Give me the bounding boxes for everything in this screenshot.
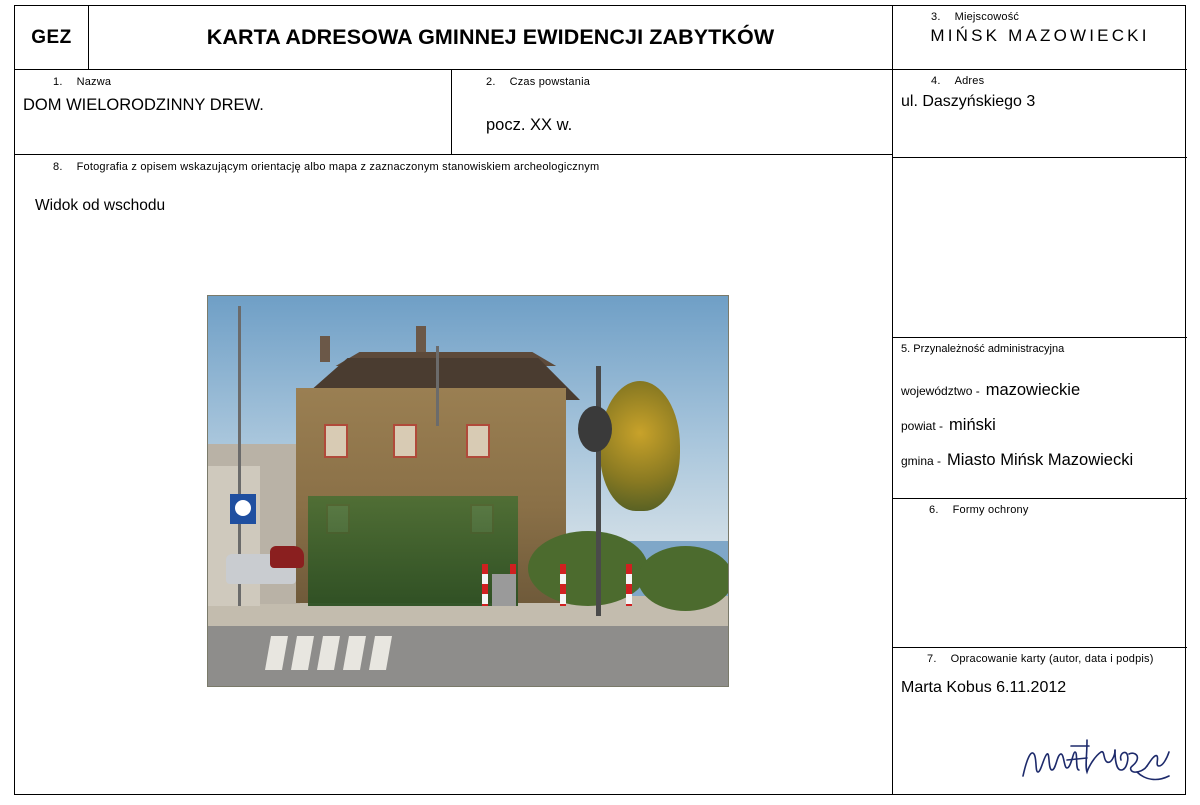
photograph-field: [15, 155, 893, 795]
town-field-label: Miejscowość: [954, 11, 1020, 23]
page-title: KARTA ADRESOWA GMINNEJ EWIDENCJI ZABYTKÓW: [206, 25, 775, 49]
town-field: [893, 6, 1187, 70]
name-field-label: Nazwa: [76, 76, 112, 88]
administration-field: [893, 337, 1187, 499]
commune-value: Miasto Mińsk Mazowiecki: [947, 451, 1134, 469]
author-value: Marta Kobus 6.11.2012: [901, 679, 1067, 696]
construction-time-label: Czas powstania: [509, 76, 591, 88]
administration-row-county: [901, 416, 1179, 435]
address-value: ul. Daszyńskiego 3: [901, 93, 1036, 110]
county-value: miński: [949, 416, 996, 434]
construction-time-value: pocz. XX w.: [486, 116, 573, 134]
photo-window-1: [324, 424, 348, 458]
photo-litter-bin: [492, 574, 516, 606]
name-value: DOM WIELORODZINNY DREW.: [23, 96, 264, 114]
author-field-label: Opracowanie karty (autor, data i podpis): [950, 653, 1154, 665]
photo-bush-far-right: [638, 546, 729, 611]
photo-autumn-tree: [600, 381, 680, 511]
protection-forms-label: Formy ochrony: [952, 504, 1029, 516]
address-field: [893, 70, 1187, 158]
author-field-number: 7.: [927, 653, 937, 665]
photo-parked-car-2: [270, 546, 304, 568]
photograph-field-number: 8.: [53, 161, 63, 173]
voivodeship-value: mazowieckie: [985, 381, 1081, 399]
photo-chimney-left: [320, 336, 330, 362]
photograph-field-header: [23, 161, 884, 173]
photo-left-building-secondary: [208, 466, 260, 606]
address-field-header: [901, 75, 1179, 87]
town-field-number: 3.: [931, 11, 941, 23]
commune-label: gmina -: [901, 454, 942, 468]
name-field-header: [23, 76, 443, 88]
photo-crosswalk: [268, 636, 408, 670]
name-field: [15, 70, 452, 155]
town-field-header: [901, 11, 1179, 23]
photo-satellite-dish: [578, 406, 612, 452]
photo-bollard-1: [482, 564, 488, 606]
document-title-box: [89, 6, 893, 70]
gez-logo-box: [15, 6, 89, 70]
building-photograph: [207, 295, 729, 687]
photo-bollard-4: [626, 564, 632, 606]
photo-window-2: [393, 424, 417, 458]
photo-window-3: [466, 424, 490, 458]
address-field-number: 4.: [931, 75, 941, 87]
gez-record-card: [14, 5, 1186, 795]
photo-chimney-right: [416, 326, 426, 352]
construction-time-header: [460, 76, 884, 88]
construction-time-field: [452, 70, 893, 155]
author-field-header: [901, 653, 1179, 665]
administration-row-commune: [901, 451, 1179, 470]
administration-row-voivodeship: [901, 381, 1179, 400]
protection-forms-header: [901, 504, 1179, 516]
county-label: powiat -: [901, 419, 944, 433]
protection-forms-field: [893, 499, 1187, 648]
author-field: [893, 648, 1187, 795]
gez-label: GEZ: [31, 26, 72, 48]
photo-antenna: [436, 346, 439, 426]
photo-road-sign: [230, 494, 256, 524]
name-field-number: 1.: [53, 76, 63, 88]
construction-time-number: 2.: [486, 76, 496, 88]
photograph-caption: Widok od wschodu: [35, 197, 166, 214]
photo-street-pole: [596, 366, 601, 616]
protection-forms-number: 6.: [929, 504, 939, 516]
administration-title: 5. Przynależność administracyjna: [901, 343, 1065, 355]
photograph-field-label: Fotografia z opisem wskazującym orientację albo mapa z zaznaczonym stanowiskiem archeologicznym: [76, 161, 600, 173]
address-field-label: Adres: [954, 75, 985, 87]
signature-image: [1017, 732, 1177, 787]
voivodeship-label: województwo -: [901, 384, 980, 398]
photo-bollard-3: [560, 564, 566, 606]
town-value: MIŃSK MAZOWIECKI: [930, 26, 1150, 45]
